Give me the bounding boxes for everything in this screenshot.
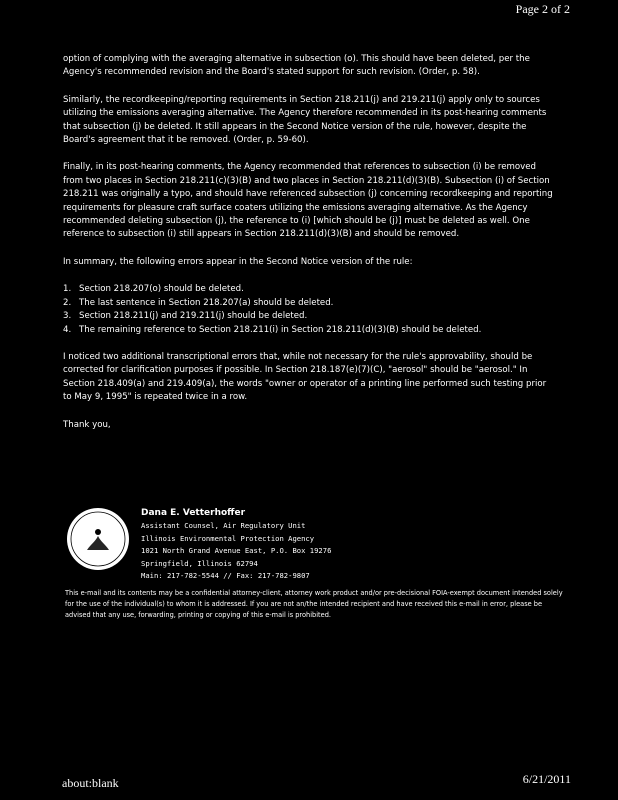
list-item-number: 1.	[63, 284, 72, 295]
signature-block	[65, 506, 565, 586]
page-number: Page 2 of 2	[515, 2, 570, 16]
list-item-text: The last sentence in Section 218.207(a) should be deleted.	[79, 297, 334, 308]
signer-name: Dana E. Vetterhoffer	[141, 508, 246, 518]
list-item	[63, 324, 553, 337]
list-item-number: 4.	[63, 324, 72, 335]
agency-seal-icon	[65, 506, 131, 572]
signer-phone-fax: Main: 217-782-5544 // Fax: 217-782-9807	[141, 571, 310, 580]
signature-lines	[141, 506, 331, 583]
list-item-number: 2.	[63, 297, 72, 308]
footer-url: about:blank	[62, 776, 119, 790]
letter-body	[63, 53, 553, 446]
signer-city: Springfield, Illinois 62794	[141, 558, 258, 568]
list-item-text: Section 218.207(o) should be deleted.	[79, 284, 244, 295]
list-item	[63, 310, 553, 323]
list-item	[63, 283, 553, 296]
errors-list	[63, 283, 553, 337]
confidentiality-disclaimer: This e-mail and its contents may be a confidential attorney-client, attorney work product and/or pre-decisional FOIA-exempt document intended solely for the use of the individual(s) to whom it is addressed. If you are not an/the intended recipient and have received this e-mail in error, please be advised that any use, forwarding, printing or copying of this e-mail is prohibited.	[65, 589, 563, 620]
paragraph-transcription-errors: I noticed two additional transcriptional errors that, while not necessary for the rule's approvability, should be corrected for clarification purposes if possible. In Section 218.187(e)(7)(C), "aerosol" should be "aerosol." In Section 218.409(a) and 219.409(a), the words "owner or operator of a printing line performed such testing prior to May 9, 1995" is repeated twice in a row.	[63, 351, 547, 403]
list-item-text: The remaining reference to Section 218.211(i) in Section 218.211(d)(3)(B) should be deleted.	[79, 324, 482, 335]
list-item	[63, 297, 553, 310]
list-item-text: Section 218.211(j) and 219.211(j) should be deleted.	[79, 311, 308, 322]
list-item-number: 3.	[63, 311, 72, 322]
paragraph-recordkeeping: Similarly, the recordkeeping/reporting requirements in Section 218.211(j) and 219.211(j) apply only to sources utilizing the emissions averaging alternative. The Agency therefore recommended in its post-hearing comments that subsection (j) be deleted. It still appears in the Second Notice version of the rule, however, despite the Board's agreement that it be removed. (Order, p. 59-60).	[63, 94, 547, 146]
signer-title: Assistant Counsel, Air Regulatory Unit	[141, 521, 306, 530]
signer-agency: Illinois Environmental Protection Agency	[141, 533, 315, 543]
closing: Thank you,	[63, 419, 111, 430]
paragraph-summary-intro: In summary, the following errors appear in the Second Notice version of the rule:	[63, 256, 413, 267]
signer-address: 1021 North Grand Avenue East, P.O. Box 19276	[141, 546, 332, 555]
paragraph-averaging-alternative: option of complying with the averaging alternative in subsection (o). This should have been deleted, per the Agency's recommended revision and the Board's stated support for such revision. (Order, p. 58).	[63, 54, 530, 78]
paragraph-subsection-references: Finally, in its post-hearing comments, the Agency recommended that references to subsection (i) be removed from two places in Section 218.211(c)(3)(B) and two places in Section 218.211(d)(3)(B). Subsection (i) of Section 218.211 was originally a typo, and should have referenced subsection (j) concerning recordkeeping and reporting requirements for pleasure craft surface coaters utilizing the emissions averaging alternative. As the Agency recommended deleting subsection (j), the reference to (i) [which should be (j)] must be deleted as well. One reference to subsection (i) still appears in Section 218.211(d)(3)(B) and should be removed.	[63, 162, 553, 240]
footer-date: 6/21/2011	[522, 772, 571, 786]
